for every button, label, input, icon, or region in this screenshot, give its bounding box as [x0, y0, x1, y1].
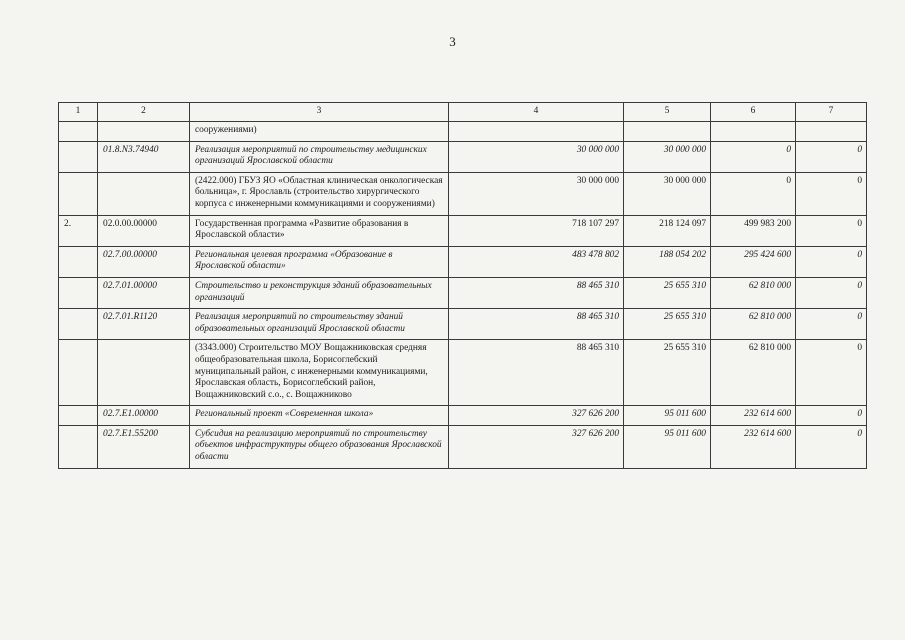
cell-col6-amount: 295 424 600 — [711, 246, 796, 277]
cell-item-number — [59, 406, 98, 426]
cell-name: сооружениями) — [190, 122, 449, 142]
header-col-6: 6 — [711, 103, 796, 122]
cell-col4-amount: 718 107 297 — [449, 215, 624, 246]
cell-col7-amount: 0 — [796, 215, 867, 246]
cell-col6-amount: 232 614 600 — [711, 406, 796, 426]
header-col-1: 1 — [59, 103, 98, 122]
cell-col6-amount: 232 614 600 — [711, 425, 796, 468]
cell-code: 02.7.00.00000 — [98, 246, 190, 277]
cell-code: 02.7.E1.00000 — [98, 406, 190, 426]
cell-col5-amount — [624, 122, 711, 142]
budget-table — [58, 102, 867, 469]
cell-name: Реализация мероприятий по строительству медицинских организаций Ярославской области — [190, 141, 449, 172]
cell-col6-amount: 62 810 000 — [711, 277, 796, 308]
cell-name: Реализация мероприятий по строительству зданий образовательных организаций Ярославской области — [190, 309, 449, 340]
cell-col5-amount: 25 655 310 — [624, 277, 711, 308]
cell-name: Строительство и реконструкция зданий образовательных организаций — [190, 277, 449, 308]
cell-item-number — [59, 246, 98, 277]
page-number: 3 — [449, 34, 456, 49]
table-row — [59, 172, 867, 215]
cell-col7-amount: 0 — [796, 141, 867, 172]
cell-col5-amount: 30 000 000 — [624, 172, 711, 215]
table-row — [59, 340, 867, 406]
cell-col5-amount: 30 000 000 — [624, 141, 711, 172]
cell-col6-amount: 62 810 000 — [711, 340, 796, 406]
table-row — [59, 122, 867, 142]
cell-col4-amount: 30 000 000 — [449, 141, 624, 172]
cell-col5-amount: 25 655 310 — [624, 340, 711, 406]
header-col-5: 5 — [624, 103, 711, 122]
table-row — [59, 406, 867, 426]
cell-col6-amount: 0 — [711, 141, 796, 172]
cell-col6-amount: 62 810 000 — [711, 309, 796, 340]
cell-code: 02.7.E1.55200 — [98, 425, 190, 468]
cell-col4-amount: 483 478 802 — [449, 246, 624, 277]
table-row — [59, 425, 867, 468]
cell-col7-amount: 0 — [796, 425, 867, 468]
table-body — [59, 122, 867, 469]
cell-col4-amount: 88 465 310 — [449, 277, 624, 308]
cell-name: (3343.000) Строительство МОУ Вощажниковская средняя общеобразовательная школа, Борисоглебский муниципальный район, с инженерными коммуникациями, Ярославская область, Борисоглебский район, Вощажниковский с.о., с. Вощажниково — [190, 340, 449, 406]
cell-code: 02.7.01.00000 — [98, 277, 190, 308]
cell-col6-amount: 0 — [711, 172, 796, 215]
cell-code: 02.0.00.00000 — [98, 215, 190, 246]
header-col-2: 2 — [98, 103, 190, 122]
table-row — [59, 277, 867, 308]
cell-name: Региональная целевая программа «Образование в Ярославской области» — [190, 246, 449, 277]
cell-item-number — [59, 277, 98, 308]
table-header-row — [59, 103, 867, 122]
cell-col7-amount — [796, 122, 867, 142]
cell-col7-amount: 0 — [796, 340, 867, 406]
cell-col4-amount: 88 465 310 — [449, 309, 624, 340]
cell-col6-amount: 499 983 200 — [711, 215, 796, 246]
table-row — [59, 309, 867, 340]
cell-col7-amount: 0 — [796, 277, 867, 308]
cell-col7-amount: 0 — [796, 309, 867, 340]
cell-item-number — [59, 340, 98, 406]
header-col-3: 3 — [190, 103, 449, 122]
cell-name: (2422.000) ГБУЗ ЯО «Областная клиническая онкологическая больница», г. Ярославль (строительство хирургического корпуса с инженерными коммуникациями и сооружениями) — [190, 172, 449, 215]
cell-col5-amount: 188 054 202 — [624, 246, 711, 277]
cell-item-number — [59, 172, 98, 215]
cell-item-number: 2. — [59, 215, 98, 246]
cell-col7-amount: 0 — [796, 246, 867, 277]
header-col-4: 4 — [449, 103, 624, 122]
cell-col7-amount: 0 — [796, 172, 867, 215]
cell-col7-amount: 0 — [796, 406, 867, 426]
cell-col5-amount: 95 011 600 — [624, 425, 711, 468]
cell-name: Субсидия на реализацию мероприятий по строительству объектов инфраструктуры общего образования Ярославской области — [190, 425, 449, 468]
cell-col4-amount: 30 000 000 — [449, 172, 624, 215]
cell-name: Региональный проект «Современная школа» — [190, 406, 449, 426]
cell-col5-amount: 95 011 600 — [624, 406, 711, 426]
table-row — [59, 141, 867, 172]
cell-col6-amount — [711, 122, 796, 142]
cell-col5-amount: 218 124 097 — [624, 215, 711, 246]
cell-code: 02.7.01.R1120 — [98, 309, 190, 340]
cell-col5-amount: 25 655 310 — [624, 309, 711, 340]
cell-col4-amount: 327 626 200 — [449, 425, 624, 468]
cell-code: 01.8.N3.74940 — [98, 141, 190, 172]
cell-col4-amount: 327 626 200 — [449, 406, 624, 426]
cell-item-number — [59, 309, 98, 340]
table-row — [59, 215, 867, 246]
table-row — [59, 246, 867, 277]
cell-code — [98, 340, 190, 406]
cell-code — [98, 122, 190, 142]
cell-col4-amount — [449, 122, 624, 142]
cell-item-number — [59, 141, 98, 172]
cell-code — [98, 172, 190, 215]
cell-name: Государственная программа «Развитие образования в Ярославской области» — [190, 215, 449, 246]
cell-item-number — [59, 425, 98, 468]
header-col-7: 7 — [796, 103, 867, 122]
cell-item-number — [59, 122, 98, 142]
cell-col4-amount: 88 465 310 — [449, 340, 624, 406]
